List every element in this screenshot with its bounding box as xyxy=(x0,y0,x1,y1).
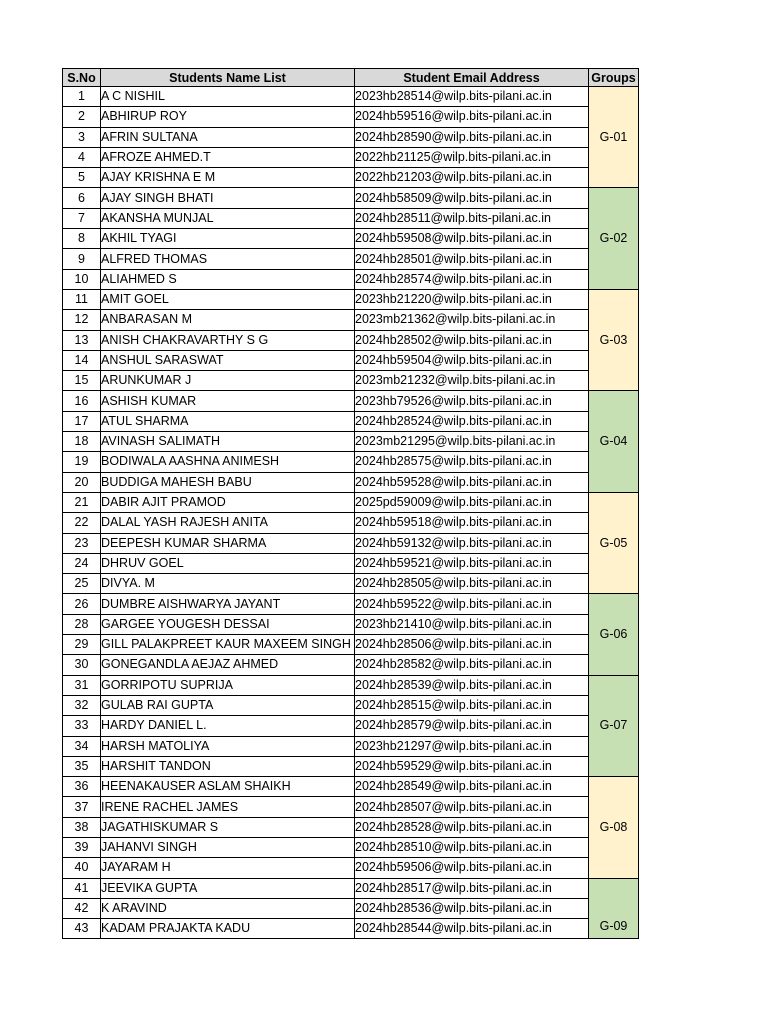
student-name-cell: AKHIL TYAGI xyxy=(101,229,355,249)
sno-cell: 11 xyxy=(63,289,101,309)
table-row xyxy=(63,898,639,918)
email-cell: 2024hb59504@wilp.bits-pilani.ac.in xyxy=(355,350,589,370)
email-cell: 2024hb28575@wilp.bits-pilani.ac.in xyxy=(355,452,589,472)
sno-cell: 37 xyxy=(63,797,101,817)
student-name-cell: AMIT GOEL xyxy=(101,289,355,309)
email-cell: 2024hb28511@wilp.bits-pilani.ac.in xyxy=(355,208,589,228)
email-cell: 2024hb28515@wilp.bits-pilani.ac.in xyxy=(355,695,589,715)
email-cell: 2022hb21203@wilp.bits-pilani.ac.in xyxy=(355,168,589,188)
student-name-cell: IRENE RACHEL JAMES xyxy=(101,797,355,817)
sno-cell: 6 xyxy=(63,188,101,208)
table-row xyxy=(63,574,639,594)
group-cell: G-03 xyxy=(589,289,639,390)
email-cell: 2024hb28549@wilp.bits-pilani.ac.in xyxy=(355,777,589,797)
student-name-cell: HARDY DANIEL L. xyxy=(101,716,355,736)
sno-cell: 26 xyxy=(63,594,101,614)
email-cell: 2023hb79526@wilp.bits-pilani.ac.in xyxy=(355,391,589,411)
email-cell: 2022hb21125@wilp.bits-pilani.ac.in xyxy=(355,147,589,167)
table-row xyxy=(63,777,639,797)
email-cell: 2024hb28579@wilp.bits-pilani.ac.in xyxy=(355,716,589,736)
email-cell: 2024hb28505@wilp.bits-pilani.ac.in xyxy=(355,574,589,594)
email-cell: 2023hb21297@wilp.bits-pilani.ac.in xyxy=(355,736,589,756)
header-name: Students Name List xyxy=(101,69,355,87)
email-cell: 2023hb28514@wilp.bits-pilani.ac.in xyxy=(355,87,589,107)
sno-cell: 15 xyxy=(63,371,101,391)
table-row xyxy=(63,878,639,898)
table-row xyxy=(63,391,639,411)
student-name-cell: AKANSHA MUNJAL xyxy=(101,208,355,228)
table-row xyxy=(63,655,639,675)
student-name-cell: DEEPESH KUMAR SHARMA xyxy=(101,533,355,553)
sno-cell: 42 xyxy=(63,898,101,918)
sno-cell: 3 xyxy=(63,127,101,147)
header-sno: S.No xyxy=(63,69,101,87)
sno-cell: 40 xyxy=(63,858,101,878)
table-row xyxy=(63,371,639,391)
table-row xyxy=(63,432,639,452)
sno-cell: 34 xyxy=(63,736,101,756)
sno-cell: 2 xyxy=(63,107,101,127)
sno-cell: 19 xyxy=(63,452,101,472)
sno-cell: 23 xyxy=(63,533,101,553)
sno-cell: 17 xyxy=(63,411,101,431)
table-row xyxy=(63,330,639,350)
student-name-cell: GILL PALAKPREET KAUR MAXEEM SINGH xyxy=(101,635,355,655)
email-cell: 2024hb28528@wilp.bits-pilani.ac.in xyxy=(355,817,589,837)
table-row xyxy=(63,533,639,553)
student-name-cell: ABHIRUP ROY xyxy=(101,107,355,127)
group-cell: G-08 xyxy=(589,777,639,878)
student-name-cell: AJAY KRISHNA E M xyxy=(101,168,355,188)
student-name-cell: ANSHUL SARASWAT xyxy=(101,350,355,370)
student-name-cell: GULAB RAI GUPTA xyxy=(101,695,355,715)
sno-cell: 33 xyxy=(63,716,101,736)
email-cell: 2024hb59528@wilp.bits-pilani.ac.in xyxy=(355,472,589,492)
table-row xyxy=(63,513,639,533)
email-cell: 2024hb28590@wilp.bits-pilani.ac.in xyxy=(355,127,589,147)
sno-cell: 41 xyxy=(63,878,101,898)
sno-cell: 21 xyxy=(63,492,101,512)
sno-cell: 9 xyxy=(63,249,101,269)
table-row xyxy=(63,919,639,939)
student-name-cell: BUDDIGA MAHESH BABU xyxy=(101,472,355,492)
email-cell: 2024hb28517@wilp.bits-pilani.ac.in xyxy=(355,878,589,898)
student-name-cell: BODIWALA AASHNA ANIMESH xyxy=(101,452,355,472)
email-cell: 2024hb28506@wilp.bits-pilani.ac.in xyxy=(355,635,589,655)
table-row xyxy=(63,452,639,472)
table-row xyxy=(63,269,639,289)
table-row xyxy=(63,168,639,188)
student-name-cell: HEENAKAUSER ASLAM SHAIKH xyxy=(101,777,355,797)
group-cell: G-09 xyxy=(589,878,639,939)
sno-cell: 18 xyxy=(63,432,101,452)
student-name-cell: ALIAHMED S xyxy=(101,269,355,289)
email-cell: 2024hb28574@wilp.bits-pilani.ac.in xyxy=(355,269,589,289)
table-row xyxy=(63,350,639,370)
sno-cell: 38 xyxy=(63,817,101,837)
group-cell: G-06 xyxy=(589,594,639,675)
student-name-cell: ANISH CHAKRAVARTHY S G xyxy=(101,330,355,350)
group-cell: G-07 xyxy=(589,675,639,776)
email-cell: 2024hb28544@wilp.bits-pilani.ac.in xyxy=(355,919,589,939)
student-name-cell: DUMBRE AISHWARYA JAYANT xyxy=(101,594,355,614)
student-name-cell: ATUL SHARMA xyxy=(101,411,355,431)
email-cell: 2024hb59529@wilp.bits-pilani.ac.in xyxy=(355,756,589,776)
email-cell: 2023mb21362@wilp.bits-pilani.ac.in xyxy=(355,310,589,330)
table-row xyxy=(63,411,639,431)
student-name-cell: JAYARAM H xyxy=(101,858,355,878)
table-row xyxy=(63,716,639,736)
email-cell: 2024hb59516@wilp.bits-pilani.ac.in xyxy=(355,107,589,127)
student-name-cell: HARSH MATOLIYA xyxy=(101,736,355,756)
email-cell: 2024hb28507@wilp.bits-pilani.ac.in xyxy=(355,797,589,817)
email-cell: 2024hb28501@wilp.bits-pilani.ac.in xyxy=(355,249,589,269)
sno-cell: 39 xyxy=(63,837,101,857)
table-body xyxy=(63,87,639,939)
sno-cell: 20 xyxy=(63,472,101,492)
table-row xyxy=(63,756,639,776)
sno-cell: 32 xyxy=(63,695,101,715)
group-cell: G-02 xyxy=(589,188,639,289)
table-row xyxy=(63,147,639,167)
student-name-cell: JAGATHISKUMAR S xyxy=(101,817,355,837)
sno-cell: 30 xyxy=(63,655,101,675)
student-name-cell: ALFRED THOMAS xyxy=(101,249,355,269)
student-name-cell: A C NISHIL xyxy=(101,87,355,107)
sno-cell: 10 xyxy=(63,269,101,289)
email-cell: 2023mb21232@wilp.bits-pilani.ac.in xyxy=(355,371,589,391)
student-name-cell: KADAM PRAJAKTA KADU xyxy=(101,919,355,939)
email-cell: 2024hb28539@wilp.bits-pilani.ac.in xyxy=(355,675,589,695)
email-cell: 2023hb21410@wilp.bits-pilani.ac.in xyxy=(355,614,589,634)
student-name-cell: ANBARASAN M xyxy=(101,310,355,330)
table-row xyxy=(63,858,639,878)
sno-cell: 36 xyxy=(63,777,101,797)
table-row xyxy=(63,472,639,492)
header-email: Student Email Address xyxy=(355,69,589,87)
table-row xyxy=(63,87,639,107)
sno-cell: 14 xyxy=(63,350,101,370)
sno-cell: 22 xyxy=(63,513,101,533)
table-row xyxy=(63,797,639,817)
sno-cell: 1 xyxy=(63,87,101,107)
email-cell: 2024hb28510@wilp.bits-pilani.ac.in xyxy=(355,837,589,857)
table-row xyxy=(63,310,639,330)
table-row xyxy=(63,736,639,756)
student-name-cell: GORRIPOTU SUPRIJA xyxy=(101,675,355,695)
student-name-cell: HARSHIT TANDON xyxy=(101,756,355,776)
table-row xyxy=(63,127,639,147)
table-row xyxy=(63,289,639,309)
email-cell: 2024hb59506@wilp.bits-pilani.ac.in xyxy=(355,858,589,878)
table-row xyxy=(63,695,639,715)
sno-cell: 25 xyxy=(63,574,101,594)
sno-cell: 28 xyxy=(63,614,101,634)
table-row xyxy=(63,594,639,614)
email-cell: 2023hb21220@wilp.bits-pilani.ac.in xyxy=(355,289,589,309)
table-row xyxy=(63,492,639,512)
student-name-cell: JAHANVI SINGH xyxy=(101,837,355,857)
group-cell: G-01 xyxy=(589,87,639,188)
email-cell: 2024hb28502@wilp.bits-pilani.ac.in xyxy=(355,330,589,350)
table-row xyxy=(63,675,639,695)
header-groups: Groups xyxy=(589,69,639,87)
sno-cell: 24 xyxy=(63,553,101,573)
email-cell: 2024hb28524@wilp.bits-pilani.ac.in xyxy=(355,411,589,431)
student-name-cell: GONEGANDLA AEJAZ AHMED xyxy=(101,655,355,675)
students-table xyxy=(62,68,639,939)
group-cell: G-04 xyxy=(589,391,639,492)
sno-cell: 29 xyxy=(63,635,101,655)
email-cell: 2024hb59522@wilp.bits-pilani.ac.in xyxy=(355,594,589,614)
student-name-cell: AVINASH SALIMATH xyxy=(101,432,355,452)
student-name-cell: JEEVIKA GUPTA xyxy=(101,878,355,898)
student-name-cell: DHRUV GOEL xyxy=(101,553,355,573)
student-name-cell: DABIR AJIT PRAMOD xyxy=(101,492,355,512)
table-row xyxy=(63,635,639,655)
email-cell: 2024hb59518@wilp.bits-pilani.ac.in xyxy=(355,513,589,533)
email-cell: 2025pd59009@wilp.bits-pilani.ac.in xyxy=(355,492,589,512)
table-row xyxy=(63,614,639,634)
sno-cell: 31 xyxy=(63,675,101,695)
table-row xyxy=(63,229,639,249)
table-row xyxy=(63,107,639,127)
student-name-cell: GARGEE YOUGESH DESSAI xyxy=(101,614,355,634)
sno-cell: 7 xyxy=(63,208,101,228)
sno-cell: 12 xyxy=(63,310,101,330)
email-cell: 2023mb21295@wilp.bits-pilani.ac.in xyxy=(355,432,589,452)
email-cell: 2024hb59521@wilp.bits-pilani.ac.in xyxy=(355,553,589,573)
sno-cell: 8 xyxy=(63,229,101,249)
student-name-cell: K ARAVIND xyxy=(101,898,355,918)
email-cell: 2024hb28582@wilp.bits-pilani.ac.in xyxy=(355,655,589,675)
group-cell: G-05 xyxy=(589,492,639,593)
email-cell: 2024hb58509@wilp.bits-pilani.ac.in xyxy=(355,188,589,208)
student-name-cell: AFRIN SULTANA xyxy=(101,127,355,147)
sno-cell: 5 xyxy=(63,168,101,188)
table-row xyxy=(63,817,639,837)
student-name-cell: ARUNKUMAR J xyxy=(101,371,355,391)
student-name-cell: ASHISH KUMAR xyxy=(101,391,355,411)
sno-cell: 35 xyxy=(63,756,101,776)
sno-cell: 4 xyxy=(63,147,101,167)
sno-cell: 43 xyxy=(63,919,101,939)
student-name-cell: AFROZE AHMED.T xyxy=(101,147,355,167)
student-name-cell: DIVYA. M xyxy=(101,574,355,594)
table-row xyxy=(63,837,639,857)
table-row xyxy=(63,188,639,208)
table-row xyxy=(63,249,639,269)
sno-cell: 13 xyxy=(63,330,101,350)
email-cell: 2024hb59508@wilp.bits-pilani.ac.in xyxy=(355,229,589,249)
student-name-cell: DALAL YASH RAJESH ANITA xyxy=(101,513,355,533)
table-row xyxy=(63,208,639,228)
table-row xyxy=(63,553,639,573)
header-row xyxy=(63,69,639,87)
sno-cell: 16 xyxy=(63,391,101,411)
email-cell: 2024hb28536@wilp.bits-pilani.ac.in xyxy=(355,898,589,918)
student-name-cell: AJAY SINGH BHATI xyxy=(101,188,355,208)
email-cell: 2024hb59132@wilp.bits-pilani.ac.in xyxy=(355,533,589,553)
